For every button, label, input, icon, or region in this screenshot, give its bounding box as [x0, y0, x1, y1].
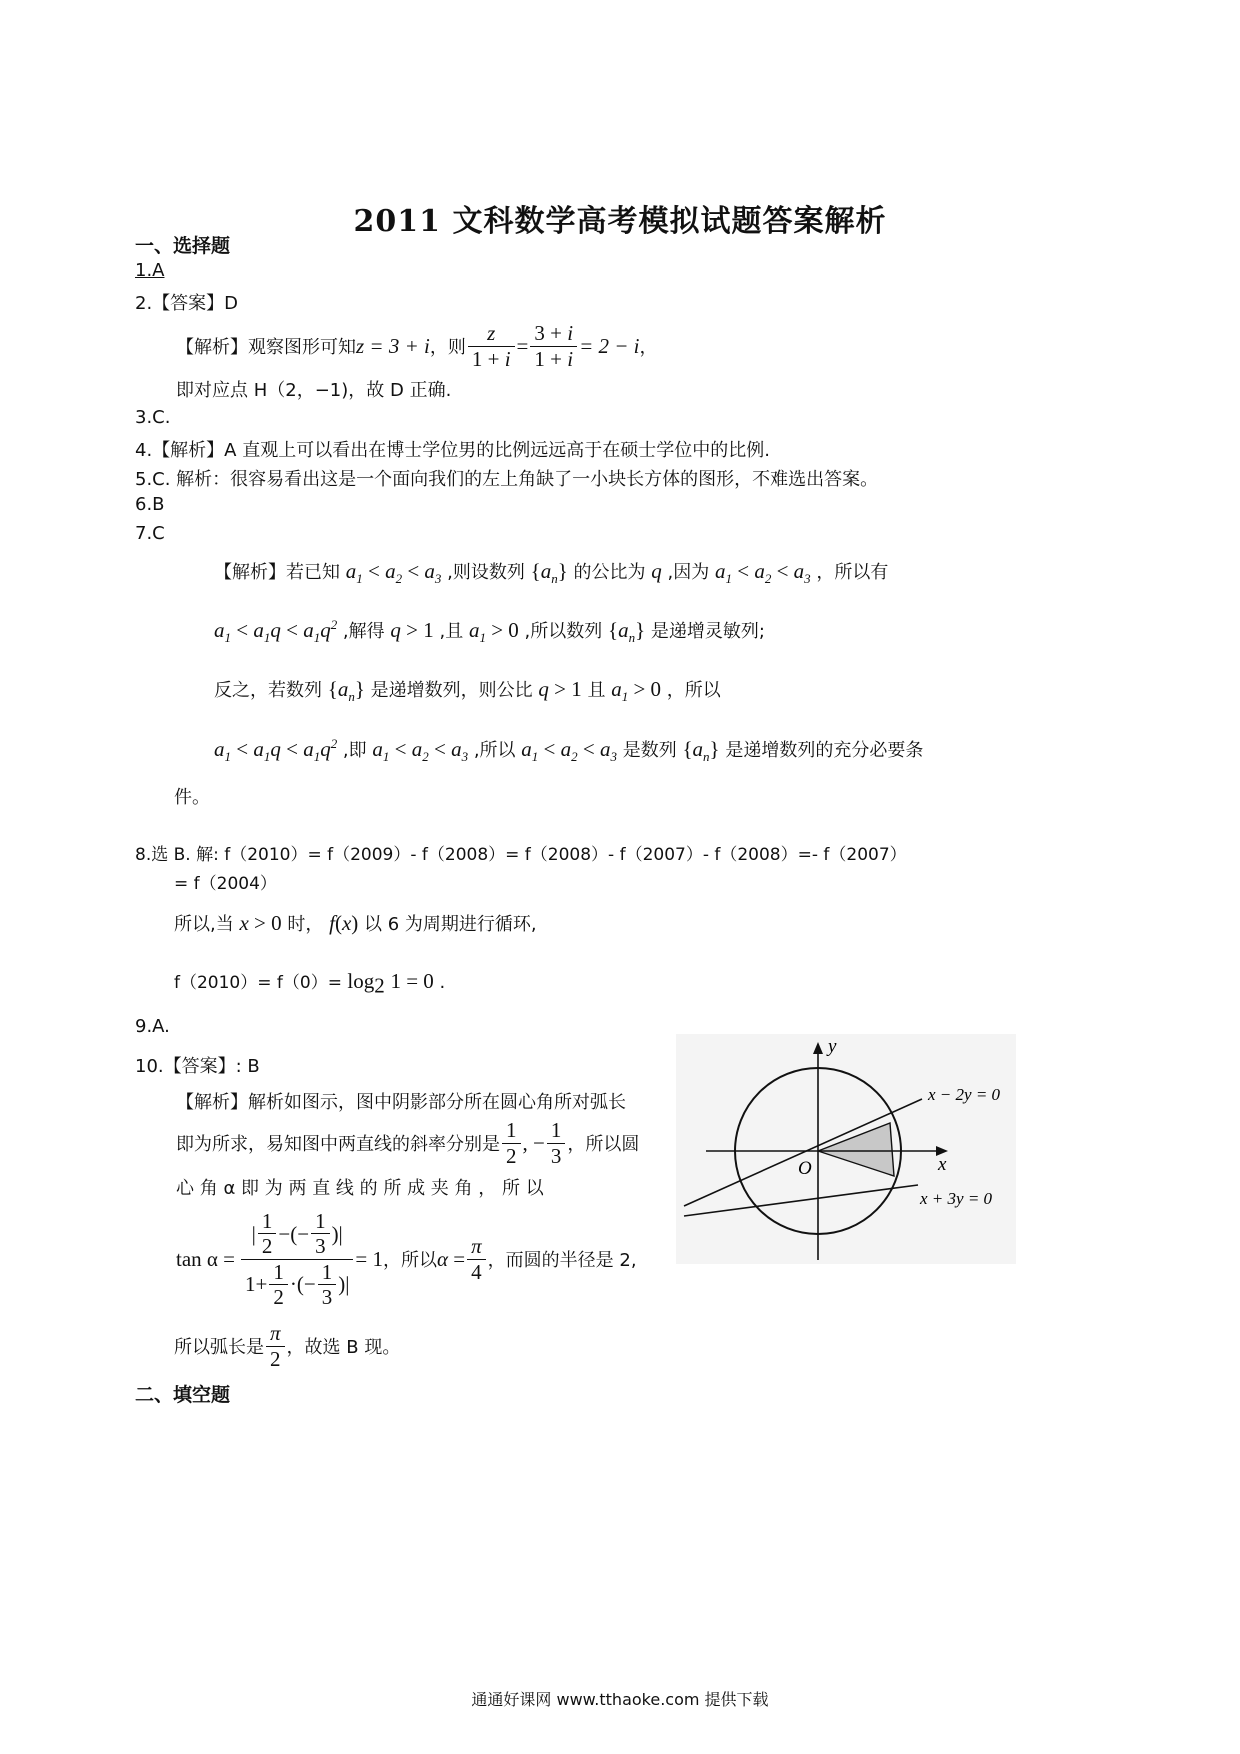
q10-tan-result: = 1 [355, 1246, 383, 1271]
q7-line1: 【解析】若已知 $a_1 < a_2 < a_3$ ,则设数列 $\{a_n\}$ 的公比为 q ,因为 $a_1 < a_2 < a_3$ ，所以有 [214, 559, 889, 587]
q2-then: ，则 [429, 337, 466, 358]
q7-l2-mid: ,解得 [342, 621, 385, 642]
q10-l5-b: ，故选 B 现。 [286, 1337, 401, 1358]
section-fill-heading: 二、填空题 [135, 1384, 231, 1406]
section-choice-heading: 一、选择题 [135, 235, 231, 257]
q7-l4-end: 是递增数列的充分必要条 [725, 740, 924, 761]
q10-tan: tan α = [176, 1246, 236, 1271]
origin-label: O [798, 1158, 812, 1179]
answer-q3: 3.C. [135, 407, 171, 428]
q8-l3-b: 时， [287, 914, 324, 935]
q7-l3-c: 且 [587, 680, 606, 701]
q7-l2-end: 是递增灵敏列; [650, 621, 765, 642]
q7-l4-mid3: 是数列 [622, 740, 677, 761]
q10-alpha-fraction: $\frac{\pi}{4}$ [467, 1235, 486, 1282]
answer-q7-head: 7.C [135, 523, 165, 544]
q10-tan-fraction: | $\frac{1}{2}$ −(− $\frac{1}{3}$ )| 1+ $\frac{1}{2}$ ·(− $\frac{1}{3}$ )| [241, 1210, 353, 1307]
line2-label: x + 3y = 0 [920, 1189, 993, 1208]
q7-l3-d: ，所以 [666, 680, 721, 701]
answer-q10-head: 10.【答案】: B [135, 1056, 260, 1077]
q10-line5 [174, 1318, 400, 1374]
q7-l4-mid: ,即 [342, 740, 367, 761]
q7-l2-mid3: ,所以数列 [524, 621, 603, 642]
q8-l3-a: 所以,当 [174, 914, 234, 935]
q10-line1: 【解析】解析如图示，图中阴影部分所在圆心角所对弧长 [176, 1092, 626, 1113]
q10-arc-fraction: $\frac{\pi}{2}$ [266, 1322, 285, 1369]
answer-q1: 1.A [135, 260, 165, 281]
q7-l1-mid3: ,因为 [667, 562, 710, 583]
q7-l1-mid2: 的公比为 [573, 562, 646, 583]
q7-l1-end: ，所以有 [816, 562, 889, 583]
q10-slope-2: $\frac{1}{3}$ [547, 1119, 566, 1166]
q2-z-equation: z = 3 + i [356, 333, 430, 358]
y-axis-label: y [828, 1036, 837, 1057]
answer-q4: 4.【解析】A 直观上可以看出在博士学位男的比例远远高于在硕士学位中的比例. [135, 440, 770, 461]
q2-fraction-2: $\frac{3 + i}{1 + i}$ [530, 322, 577, 369]
answer-q2-analysis: 【解析】观察图形可知 z = 3 + i ，则 $\frac{z}{1 + i}$ = $\frac{3 + i}{1 + i}$ = 2 − i ， [176, 321, 658, 371]
q2-fraction-1: $\frac{z}{1 + i}$ [468, 322, 515, 369]
answer-q8-line2: = f（2004） [174, 874, 277, 894]
q10-slope-1: $\frac{1}{2}$ [502, 1119, 521, 1166]
q10-l2-b: ，所以圆 [567, 1134, 640, 1155]
q7-l3-b: 是递增数列，则公比 [370, 680, 533, 701]
q7-line3: 反之，若数列 $\{a_n\}$ 是递增数列，则公比 q > 1 且 $a_1 > 0$ ，所以 [214, 677, 721, 705]
answer-q8-line3: 所以,当 x > 0 时， f(x) 以 6 为周期进行循环, [174, 911, 537, 935]
q2-comma: ， [639, 337, 658, 358]
q8-l4-c: 1 = 0 [390, 969, 434, 993]
q7-l1-label: 【解析】若已知 [214, 562, 340, 583]
q2-result: = 2 − i [579, 333, 640, 358]
q7-line4: $a_1 < a_1q < a_1q^2$ ,即 $a_1 < a_2 < a_3$ ,所以 $a_1 < a_2 < a_3$ 是数列 $\{a_n\}$ 是递增数列的充分必要条 [214, 736, 924, 765]
q10-l5-a: 所以弧长是 [174, 1337, 264, 1358]
answer-q5: 5.C. 解析：很容易看出这是一个面向我们的左上角缺了一小块长方体的图形，不难选出答案。 [135, 469, 879, 490]
q10-l4-c: ，所以 [383, 1250, 437, 1271]
answer-q8-line1: 8.选 B. 解: f（2010）= f（2009）- f（2008）= f（2008）- f（2007）- f（2008）=- f（2007） [135, 845, 907, 865]
q7-l2-mid2: ,且 [439, 621, 464, 642]
q7-line5: 件。 [174, 787, 210, 808]
q8-l4-a: f（2010）= f（0）= [174, 973, 348, 993]
answer-q2-head: 2.【答案】D [135, 293, 239, 314]
circle-lines-figure [676, 1034, 1016, 1264]
q10-l2-a: 即为所求，易知图中两直线的斜率分别是 [176, 1134, 500, 1155]
q8-l3-c: 以 6 为周期进行循环, [364, 914, 537, 935]
q7-l1-mid: ,则设数列 [447, 562, 525, 583]
q10-l4-d: ，而圆的半径是 2, [487, 1250, 637, 1271]
answer-q6: 6.B [135, 494, 165, 515]
q7-line2: $a_1 < a_1q < a_1q^2$ ,解得 q > 1 ,且 $a_1 > 0$ ,所以数列 $\{a_n\}$ 是递增灵敏列; [214, 617, 765, 646]
answer-q2-line2: 即对应点 H（2，−1)，故 D 正确. [176, 380, 452, 401]
q10-line2: 即为所求，易知图中两直线的斜率分别是 $\frac{1}{2}$ , − $\frac{1}{3}$ ，所以圆 [176, 1118, 640, 1168]
q7-l4-mid2: ,所以 [473, 740, 516, 761]
q10-line4: tan α = | $\frac{1}{2}$ −(− $\frac{1}{3}$ )| 1+ $\frac{1}{2}$ ·(− $\frac{1}{3}$ )| = 1 ，所以 α = $\frac{\pi}{4}$ ，而圆的半径是 2, [176, 1209, 637, 1309]
q8-log: log [347, 969, 375, 993]
q8-l4-d: . [439, 972, 446, 993]
q7-l3-a: 反之，若数列 [214, 680, 322, 701]
x-axis-label: x [938, 1154, 947, 1175]
answer-q8-line4: $f(2010)= f(0)= \log_2 1 = 0$ . [174, 969, 446, 998]
q10-line3: 心 角 α 即 为 两 直 线 的 所 成 夹 角 ， 所 以 [176, 1178, 544, 1199]
page-footer: 通通好课网 www.tthaoke.com 提供下载 [471, 1690, 769, 1709]
line1-label: x − 2y = 0 [928, 1085, 1001, 1104]
page-title: 2011 文科数学高考模拟试题答案解析 [353, 204, 887, 239]
answer-q9: 9.A. [135, 1016, 170, 1037]
q2-analysis-label: 【解析】观察图形可知 [176, 337, 356, 358]
